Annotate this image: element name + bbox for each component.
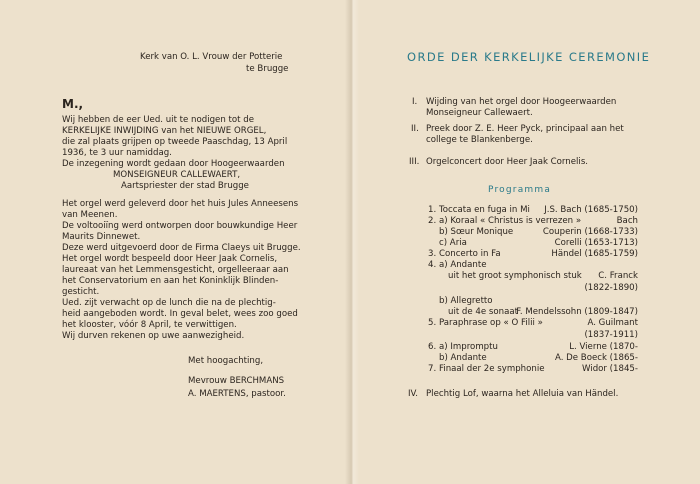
item-iii-line-1: Orgelconcert door Heer Jaak Cornelis. bbox=[426, 157, 589, 167]
program-num-2: 2. bbox=[428, 216, 437, 226]
program-piece-2a: a) Koraal « Christus is verrezen » bbox=[439, 216, 582, 226]
architect-line-2: Maurits Dinnewet. bbox=[62, 232, 141, 242]
program-composer-5-years: (1837-1911) bbox=[584, 330, 638, 340]
program-piece-5: Paraphrase op « O Filii » bbox=[439, 318, 543, 328]
program-piece-7: Finaal der 2e symphonie bbox=[439, 364, 545, 374]
program-piece-2c: c) Aria bbox=[439, 238, 467, 248]
church-city: te Brugge bbox=[246, 64, 289, 74]
builder-line-1: Het orgel werd geleverd door het huis Jules Anneesens bbox=[62, 199, 299, 209]
lunch-line-3: het klooster, vóór 8 April, te verwittigen. bbox=[62, 320, 237, 330]
firm-line-2: Het orgel wordt bespeeld door Heer Jaak Cornelis, bbox=[62, 254, 278, 264]
program-piece-4a-detail: uit het groot symphonisch stuk bbox=[448, 271, 582, 281]
program-composer-4a-years: (1822-1890) bbox=[584, 283, 638, 293]
architect-line-1: De voltooiïng werd ontworpen door bouwkundige Heer bbox=[62, 221, 298, 231]
firm-line-5: gesticht. bbox=[62, 287, 100, 297]
salutation: M., bbox=[62, 97, 84, 111]
item-ii-line-1: Preek door Z. E. Heer Pyck, principaal aan het bbox=[426, 124, 624, 134]
invite-line-4: 1936, te 3 uur namiddag. bbox=[62, 148, 172, 158]
program-num-4: 4. bbox=[428, 260, 437, 270]
program-num-7: 7. bbox=[428, 364, 437, 374]
closing: Met hoogachting, bbox=[188, 356, 264, 366]
program-piece-4b: b) Allegretto bbox=[439, 296, 493, 306]
builder-line-2: van Meenen. bbox=[62, 210, 118, 220]
programma-heading: Programma bbox=[488, 185, 552, 195]
program-num-6: 6. bbox=[428, 342, 437, 352]
item-i-line-1: Wijding van het orgel door Hoogeerwaarden bbox=[426, 97, 617, 107]
blessing-title: Aartspriester der stad Brugge bbox=[121, 181, 249, 191]
firm-line-4: het Conservatorium en aan het Koninklijk Blinden- bbox=[62, 276, 279, 286]
item-i-num: I. bbox=[412, 97, 418, 107]
program-piece-3: Concerto in Fa bbox=[439, 249, 501, 259]
firm-line-1: Deze werd uitgevoerd door de Firma Claeys uit Brugge. bbox=[62, 243, 301, 253]
blessing-line: De inzegening wordt gedaan door Hoogeerwaarden bbox=[62, 159, 285, 169]
program-piece-6a: a) Impromptu bbox=[439, 342, 498, 352]
lunch-line-2: heid aangeboden wordt. In geval belet, wees zoo goed bbox=[62, 309, 298, 319]
program-composer-2a: Bach bbox=[616, 216, 638, 226]
program-composer-6b: A. De Boeck (1865- bbox=[554, 353, 638, 363]
program-composer-3: Händel (1685-1759) bbox=[551, 249, 638, 259]
program-piece-2b: b) Sœur Monique bbox=[439, 227, 514, 237]
item-ii-line-2: college te Blankenberge. bbox=[426, 135, 533, 145]
item-iv-line: Plechtig Lof, waarna het Alleluia van Händel. bbox=[426, 389, 619, 399]
lunch-line-1: Ued. zijt verwacht op de lunch die na de plechtig- bbox=[62, 298, 276, 308]
program-composer-1: J.S. Bach (1685-1750) bbox=[544, 205, 638, 215]
program-composer-6a: L. Vierne (1870- bbox=[569, 342, 638, 352]
signature-1: Mevrouw BERCHMANS bbox=[188, 376, 285, 386]
program-piece-4a: a) Andante bbox=[439, 260, 487, 270]
program-num-3: 3. bbox=[428, 249, 437, 259]
signature-2: A. MAERTENS, pastoor. bbox=[188, 389, 286, 399]
item-iii-num: III. bbox=[409, 157, 420, 167]
program-composer-4a: C. Franck bbox=[598, 271, 638, 281]
program-composer-2b: Couperin (1668-1733) bbox=[542, 227, 638, 237]
item-ii-num: II. bbox=[411, 124, 419, 134]
ceremony-title: ORDE DER KERKELIJKE CEREMONIE bbox=[407, 50, 651, 64]
item-iv-num: IV. bbox=[408, 389, 419, 399]
right-page bbox=[352, 0, 700, 484]
invite-line-2: KERKELIJKE INWIJDING van het NIEUWE ORGEL, bbox=[62, 126, 267, 136]
program-num-5: 5. bbox=[428, 318, 437, 328]
church-name: Kerk van O. L. Vrouw der Potterie bbox=[140, 52, 283, 62]
program-composer-7: Widor (1845- bbox=[582, 364, 638, 374]
program-piece-4b-detail: uit de 4e sonaat bbox=[448, 307, 518, 317]
blessing-name: MONSEIGNEUR CALLEWAERT, bbox=[113, 170, 241, 180]
firm-line-3: laureaat van het Lemmensgesticht, orgelleeraar aan bbox=[62, 265, 289, 275]
program-composer-4b: F. Mendelssohn (1809-1847) bbox=[516, 307, 638, 317]
item-i-line-2: Monseigneur Callewaert. bbox=[426, 108, 533, 118]
program-piece-6b: b) Andante bbox=[439, 353, 487, 363]
program-composer-5: A. Guilmant bbox=[587, 318, 638, 328]
program-piece-1: Toccata en fuga in Mi bbox=[439, 205, 530, 215]
lunch-line-4: Wij durven rekenen op uwe aanwezigheid. bbox=[62, 331, 245, 341]
program-num-1: 1. bbox=[428, 205, 437, 215]
program-composer-2c: Corelli (1653-1713) bbox=[554, 238, 638, 248]
invite-line-1: Wij hebben de eer Ued. uit te nodigen tot de bbox=[62, 115, 254, 125]
invite-line-3: die zal plaats grijpen op tweede Paaschdag, 13 April bbox=[62, 137, 288, 147]
